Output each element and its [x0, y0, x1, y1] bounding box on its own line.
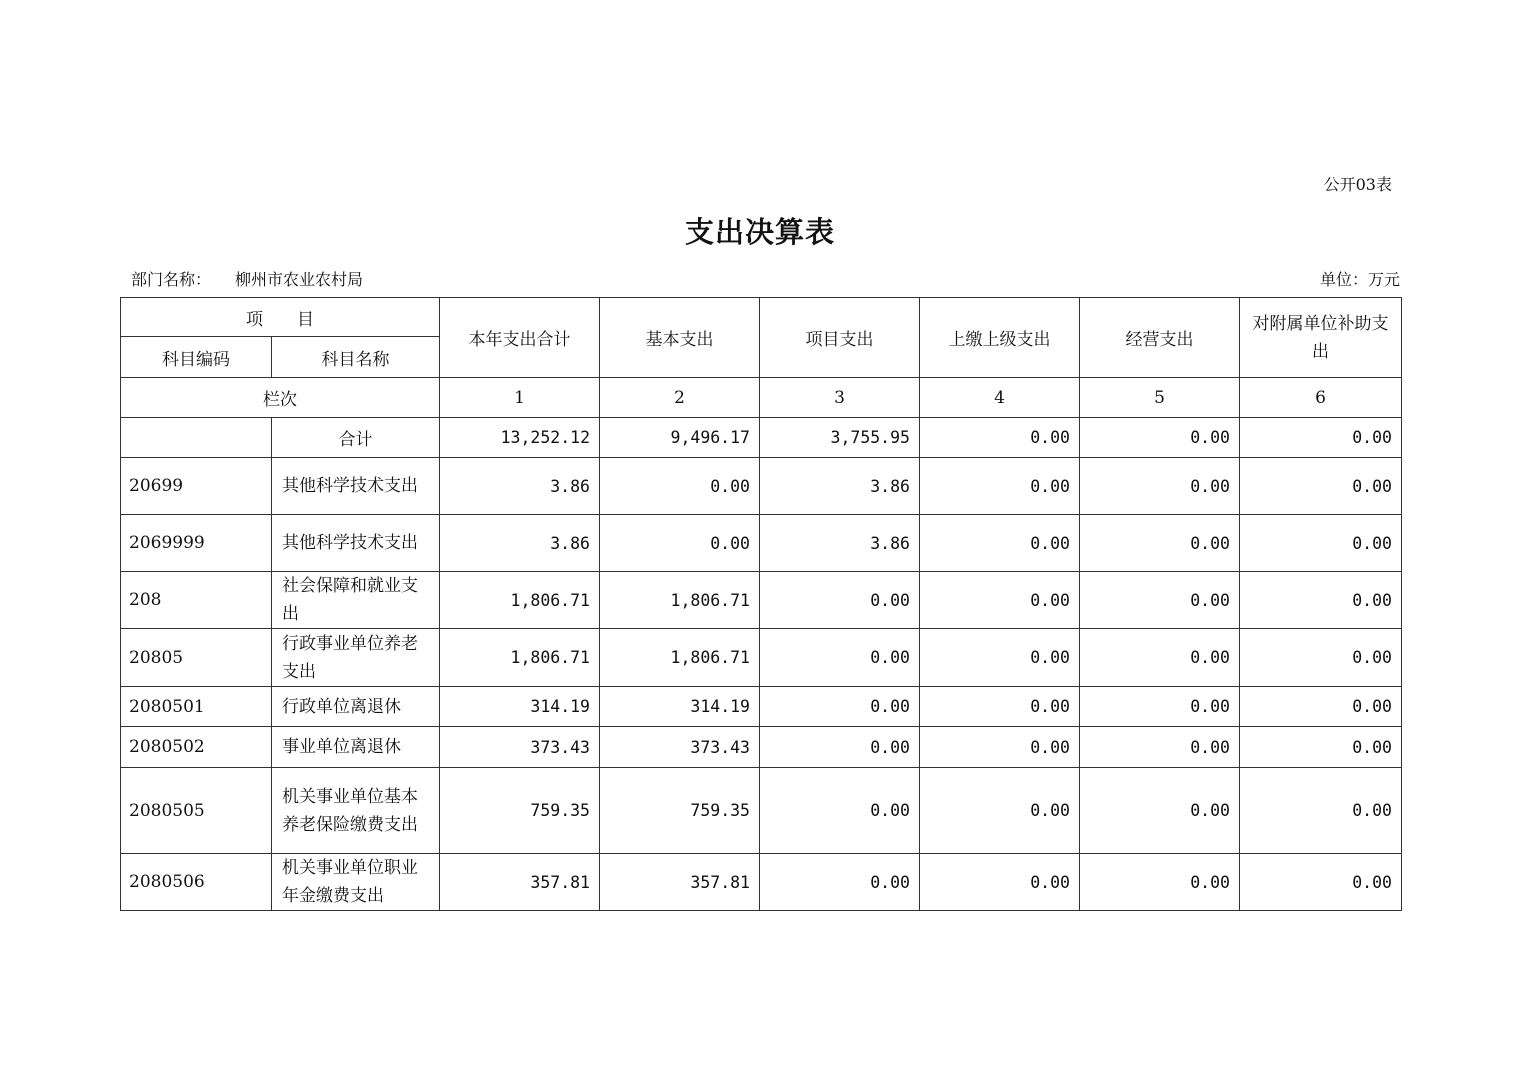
amount-cell: 0.00: [1080, 458, 1240, 515]
subject-name: 社会保障和就业支出: [272, 572, 440, 629]
amount-cell: 3.86: [760, 458, 920, 515]
total-code-cell: [121, 418, 272, 458]
col-index-2: 2: [600, 378, 760, 418]
total-value: 0.00: [920, 418, 1080, 458]
table-row: [121, 572, 1402, 629]
amount-cell: 0.00: [1240, 687, 1402, 727]
col-index-4: 4: [920, 378, 1080, 418]
amount-cell: 3.86: [440, 458, 600, 515]
amount-cell: 1,806.71: [600, 572, 760, 629]
amount-cell: 759.35: [440, 768, 600, 854]
amount-cell: 0.00: [760, 572, 920, 629]
subject-code: 20805: [121, 629, 272, 687]
amount-cell: 0.00: [920, 515, 1080, 572]
amount-cell: 1,806.71: [440, 629, 600, 687]
amount-cell: 0.00: [920, 629, 1080, 687]
header-business: 经营支出: [1080, 298, 1240, 378]
amount-cell: 373.43: [440, 727, 600, 768]
amount-cell: 373.43: [600, 727, 760, 768]
amount-cell: 0.00: [920, 687, 1080, 727]
header-code: 科目编码: [121, 337, 272, 378]
amount-cell: 0.00: [600, 458, 760, 515]
amount-cell: 0.00: [1240, 629, 1402, 687]
subject-code: 2080505: [121, 768, 272, 854]
table-row: [121, 458, 1402, 515]
amount-cell: 0.00: [920, 458, 1080, 515]
amount-cell: 0.00: [1080, 572, 1240, 629]
header-subsidy: 对附属单位补助支出: [1240, 298, 1402, 378]
amount-cell: 0.00: [920, 854, 1080, 911]
amount-cell: 1,806.71: [600, 629, 760, 687]
col-index-1: 1: [440, 378, 600, 418]
total-label: 合计: [272, 418, 440, 458]
unit-label: 单位：万元: [1319, 270, 1400, 289]
total-value: 0.00: [1080, 418, 1240, 458]
total-row: [121, 418, 1402, 458]
col-index-5: 5: [1080, 378, 1240, 418]
col-index-3: 3: [760, 378, 920, 418]
amount-cell: 0.00: [1240, 727, 1402, 768]
form-number: 公开03表: [1323, 175, 1392, 194]
amount-cell: 0.00: [920, 768, 1080, 854]
subject-code: 2080506: [121, 854, 272, 911]
department-line: [131, 267, 363, 290]
header-upper: 上缴上级支出: [920, 298, 1080, 378]
subject-code: 208: [121, 572, 272, 629]
amount-cell: 0.00: [1080, 687, 1240, 727]
subject-name: 行政单位离退休: [272, 687, 440, 727]
amount-cell: 314.19: [600, 687, 760, 727]
amount-cell: 0.00: [1240, 768, 1402, 854]
subject-name: 其他科学技术支出: [272, 458, 440, 515]
subject-name: 其他科学技术支出: [272, 515, 440, 572]
amount-cell: 0.00: [600, 515, 760, 572]
amount-cell: 759.35: [600, 768, 760, 854]
department-name: 柳州市农业农村局: [235, 270, 364, 289]
amount-cell: 0.00: [1080, 629, 1240, 687]
row-index-label: 栏次: [121, 378, 440, 418]
subject-code: 20699: [121, 458, 272, 515]
subject-code: 2080501: [121, 687, 272, 727]
page-title: 支出决算表: [684, 215, 835, 249]
header-total: 本年支出合计: [440, 298, 600, 378]
col-index-6: 6: [1240, 378, 1402, 418]
table-row: [121, 854, 1402, 911]
amount-cell: 0.00: [1080, 768, 1240, 854]
subject-code: 2080502: [121, 727, 272, 768]
amount-cell: 0.00: [760, 854, 920, 911]
amount-cell: 357.81: [600, 854, 760, 911]
amount-cell: 0.00: [760, 687, 920, 727]
header-name: 科目名称: [272, 337, 440, 378]
table-row: [121, 727, 1402, 768]
amount-cell: 0.00: [1240, 515, 1402, 572]
table-row: [121, 687, 1402, 727]
subject-name: 机关事业单位基本养老保险缴费支出: [272, 768, 440, 854]
amount-cell: 3.86: [760, 515, 920, 572]
subject-code: 2069999: [121, 515, 272, 572]
table-row: [121, 629, 1402, 687]
amount-cell: 0.00: [760, 768, 920, 854]
total-value: 13,252.12: [440, 418, 600, 458]
expenditure-table: [120, 297, 1402, 911]
table-row: [121, 768, 1402, 854]
total-value: 3,755.95: [760, 418, 920, 458]
table-row: [121, 515, 1402, 572]
amount-cell: 0.00: [1080, 727, 1240, 768]
amount-cell: 0.00: [1080, 854, 1240, 911]
amount-cell: 0.00: [920, 572, 1080, 629]
header-basic: 基本支出: [600, 298, 760, 378]
amount-cell: 0.00: [1240, 854, 1402, 911]
department-label: 部门名称：: [131, 270, 212, 289]
subject-name: 事业单位离退休: [272, 727, 440, 768]
amount-cell: 3.86: [440, 515, 600, 572]
amount-cell: 0.00: [1240, 572, 1402, 629]
subject-name: 机关事业单位职业年金缴费支出: [272, 854, 440, 911]
total-value: 9,496.17: [600, 418, 760, 458]
amount-cell: 0.00: [920, 727, 1080, 768]
header-project: 项目支出: [760, 298, 920, 378]
amount-cell: 0.00: [1080, 515, 1240, 572]
amount-cell: 0.00: [760, 727, 920, 768]
total-value: 0.00: [1240, 418, 1402, 458]
amount-cell: 1,806.71: [440, 572, 600, 629]
amount-cell: 357.81: [440, 854, 600, 911]
amount-cell: 314.19: [440, 687, 600, 727]
subject-name: 行政事业单位养老支出: [272, 629, 440, 687]
amount-cell: 0.00: [760, 629, 920, 687]
header-item: 项 目: [121, 298, 440, 337]
amount-cell: 0.00: [1240, 458, 1402, 515]
